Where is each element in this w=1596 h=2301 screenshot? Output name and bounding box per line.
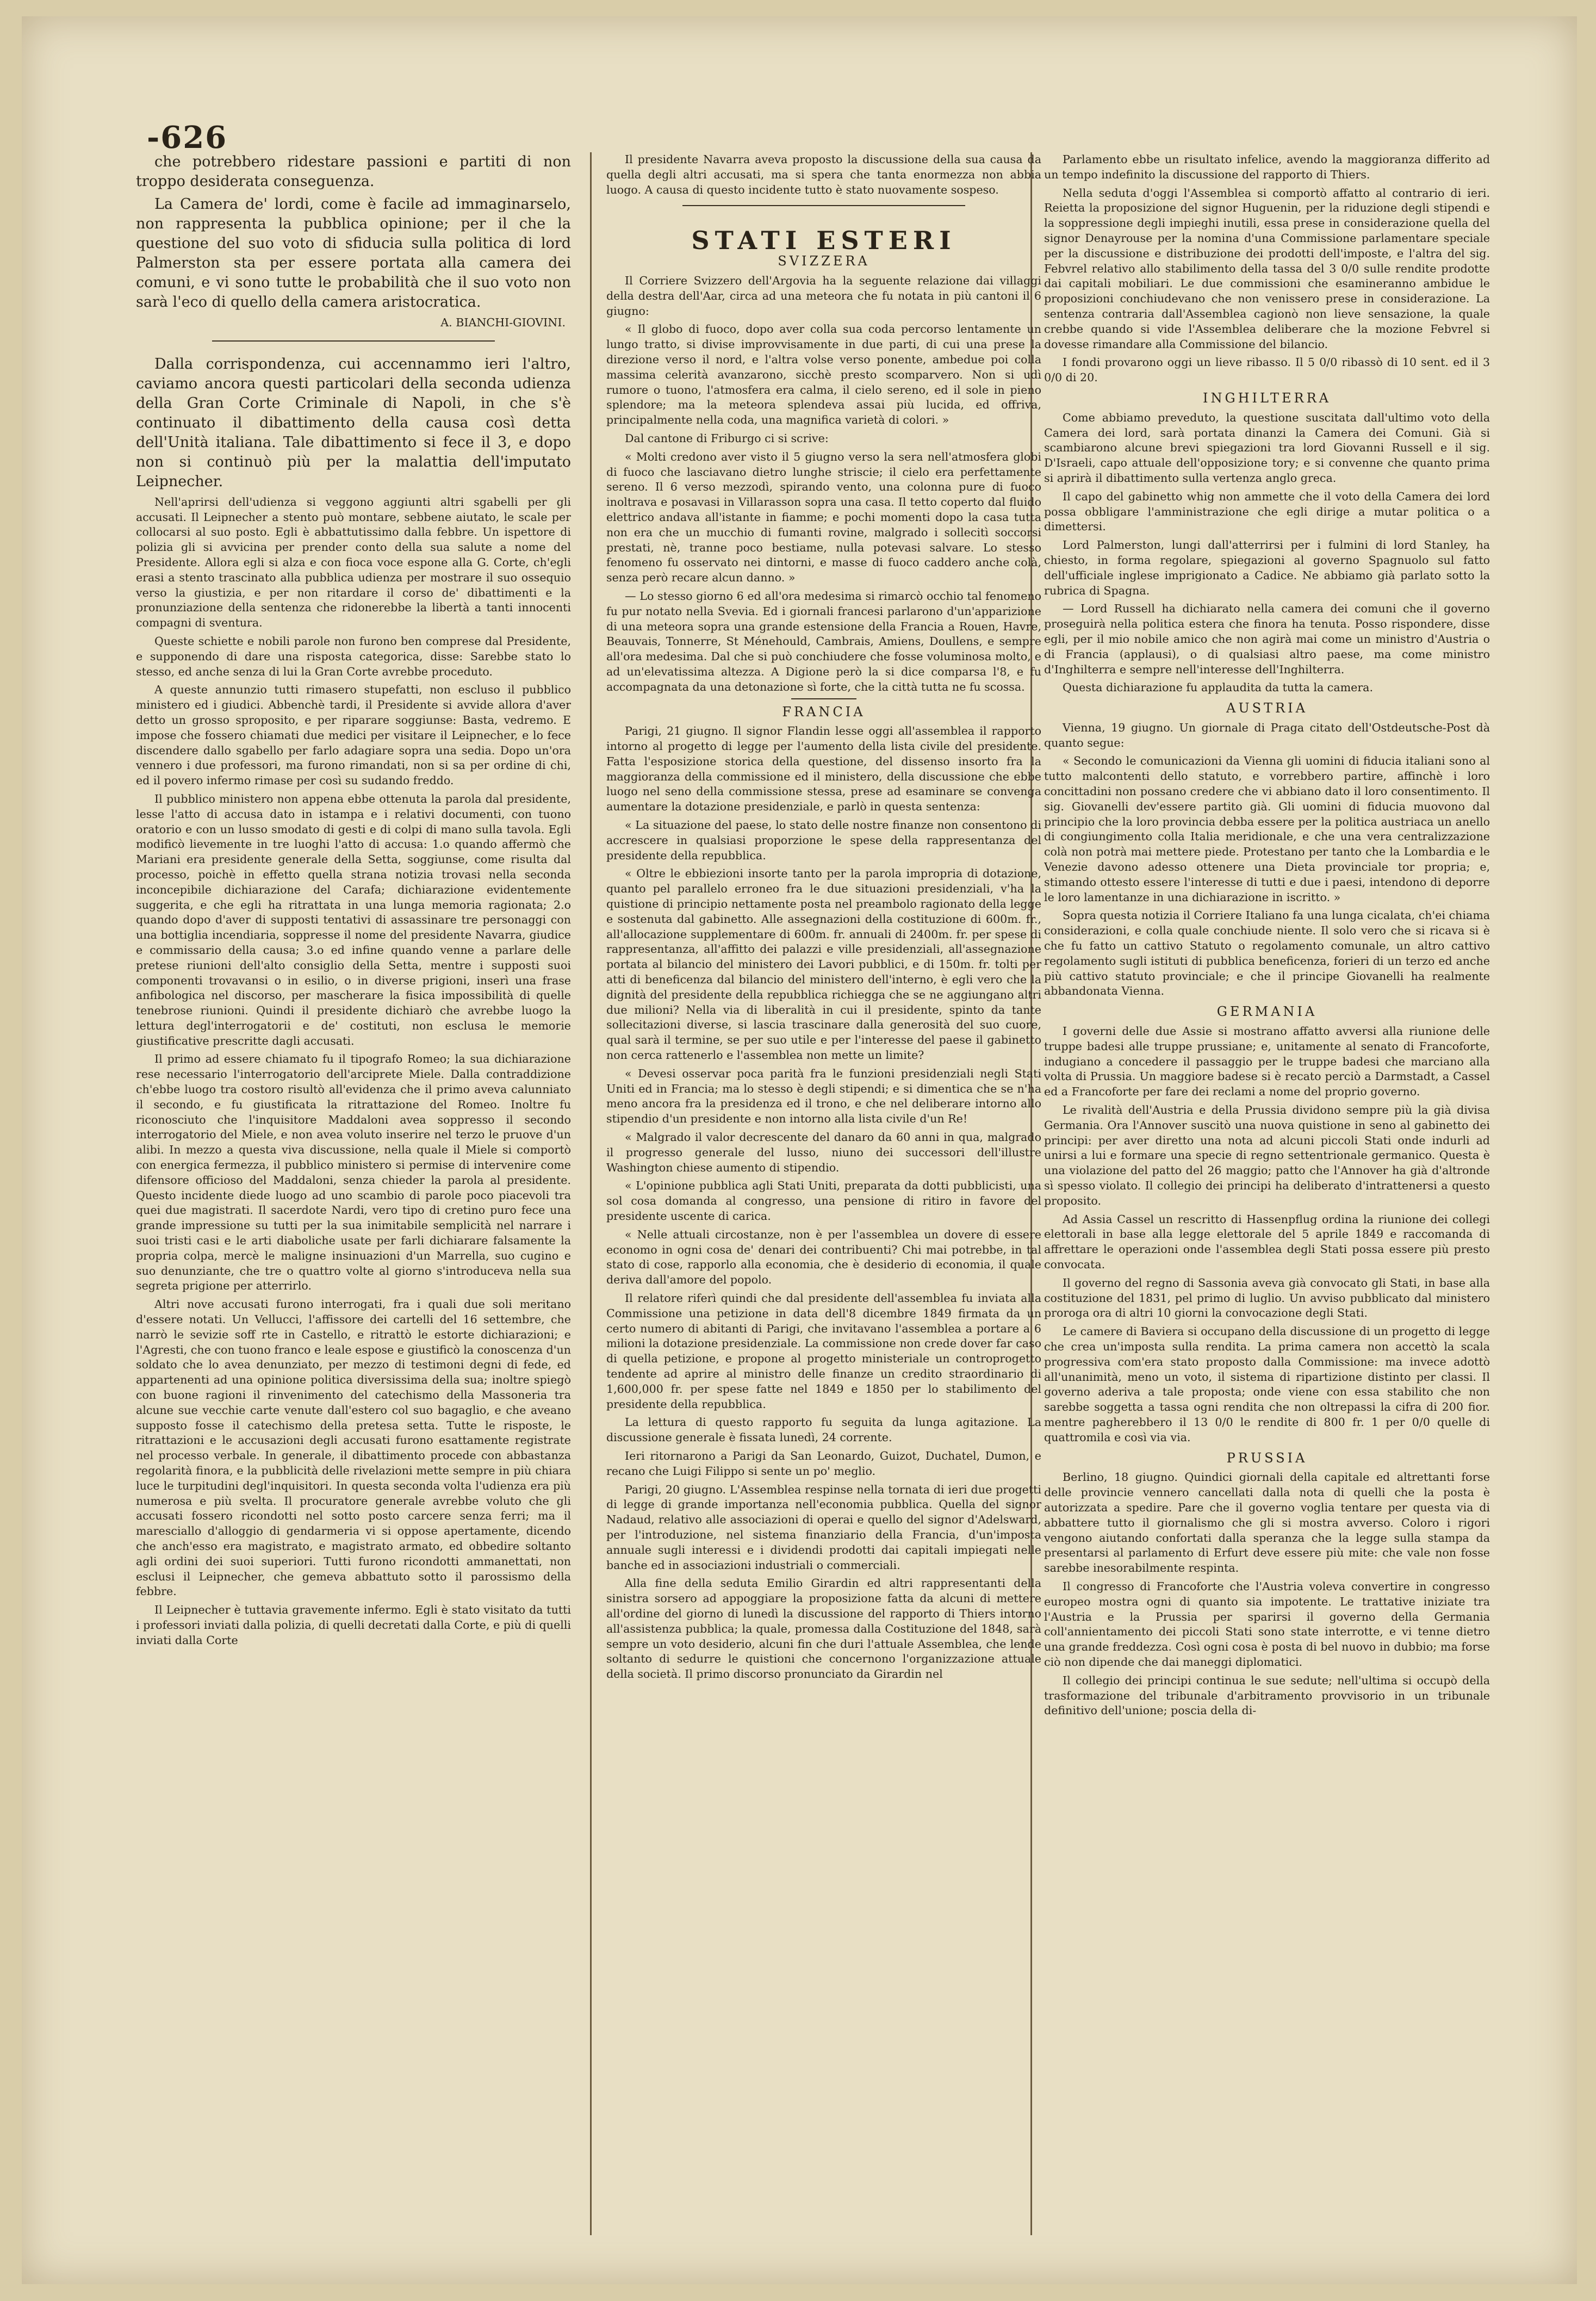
paragraph: Sopra questa notizia il Corriere Italiano fa una lunga cicalata, ch'ei chiama considerazioni, e colla quale conchiude niente. Il solo vero che si ricava si è che fu fatto un cattivo Statuto o regolamento comunale, un altro cattivo regolamento sugli istituti di pubblica beneficenza, forieri di un terzo ed anche più cattivo statuto provinciale; e che il principe Giovanelli ha realmente abbandonata Vienna. <box>1044 909 1490 998</box>
paragraph: Le rivalità dell'Austria e della Prussia dividono sempre più la già divisa Germania. Ora l'Annover suscitò una nuova quistione in seno al gabinetto dei principi: per aver diretto una nota ad alcuni piccoli Stati onde indurli ad unirsi a lui e formare una specie di regno settentrionale germanico. Questa è una violazione del patto del 26 maggio; patto che l'Annover ha già d'altronde sì spesso violato. Il collegio dei principi ha deliberato d'intrattenersi a questo proposito. <box>1044 1103 1490 1207</box>
paragraph: Il relatore riferì quindi che dal presidente dell'assemblea fu inviata alla Commissione una petizione in data dell'8 dicembre 1849 firmata da un certo numero di abitanti di Parigi, che invitavano l'assemblea a portare a 6 milioni la dotazione presidenziale. La commissione non crede dover far caso di quella petizione, e propone al progetto ministeriale un controprogetto tendente ad aprire al ministro delle finanze un credito straordinario di 1,600,000 fr. per spese fatte nel 1849 e 1850 per lo stabilimento del presidente della repubblica. <box>606 1291 1041 1411</box>
paragraph: Ad Assia Cassel un rescritto di Hassenpflug ordina la riunione dei collegi elettorali in base alla legge elettorale del 5 aprile 1849 e raccomanda di affrettare le operazioni onde l'assemblea degli Stati possa essere più presto convocata. <box>1044 1212 1490 1271</box>
paragraph: « Malgrado il valor decrescente del danaro da 60 anni in qua, malgrado il progresso generale del lusso, niuno dei successori dell'illustre Washington chiese aumento di stipendio. <box>606 1131 1041 1174</box>
paragraph: Alla fine della seduta Emilio Girardin ed altri rappresentanti della sinistra sorsero ad appoggiare la proposizione fatta da alcuni di mettere all'ordine del giorno di lunedì la discussione del rapporto di Thiers intorno all'assistenza pubblica; la quale, promessa dalla Costituzione del 1848, sarà sempre un voto desiderio, alcuni fin che duri l'attuale Assemblea, che lende soltanto di sedurre le quistioni che concernono l'organizzazione attuale della società. Il primo discorso pronunciato da Girardin nel <box>606 1577 1041 1681</box>
paragraph: Lord Palmerston, lungi dall'atterrirsi per i fulmini di lord Stanley, ha chiesto, in forma regolare, spiegazioni al governo Spagnuolo sul fatto dell'ufficiale inglese imprigionato a Cadice. Ne abbiamo già parlato sotto la rubrica di Spagna. <box>1044 538 1490 597</box>
paragraph: Questa dichiarazione fu applaudita da tutta la camera. <box>1063 681 1373 694</box>
newspaper-page <box>22 16 1577 2284</box>
paragraph: « Il globo di fuoco, dopo aver colla sua coda percorso lentamente un lungo tratto, si divise improvvisamente in due parti, di cui una prese la direzione verso il nord, e l'altra volse verso ponente, ambedue poi colla massima celerità avanzarono, sicchè presto scomparvero. Non si udì rumore o tuono, l'atmosfera era calma, il cielo sereno, ed il sole in pieno splendore; ma la meteora splendeva assai più lucida, ed offriva, principalmente nella coda, una magnifica varietà di colori. » <box>606 322 1041 427</box>
paragraph: Altri nove accusati furono interrogati, fra i quali due soli meritano d'essere notati. Un Vellucci, l'affissore dei cartelli del 16 settembre, che narrò le sevizie soff rte in Castello, e ritrattò le estorte dichiarazioni; e l'Agresti, che con tuono franco e leale espose e giustificò la conoscenza d'un soldato che lo avea denunziato, per mezzo di testimoni degni di fede, ed appartenenti ad una opinione politica diversissima della sua; inoltre spiegò con buone ragioni il rinvenimento del catechismo della Massoneria tra alcune sue vecchie carte venute dall'estero col suo bagaglio, e che aveano supposto fosse il catechismo della pretesa setta. Tutte le risposte, le ritrattazioni e le accusazioni degli accusati furono esattamente registrate nel processo verbale. In generale, il dibattimento procede con abbastanza regolarità finora, e la pubblicità delle rivelazioni mette sempre in più chiara luce le turpitudini degl'inquisitori. In questa seconda volta l'udienza era più numerosa e più svelta. Il procuratore generale avrebbe voluto che gli accusati fossero ricondotti nel sotto posto carcere senza ferri; ma il maresciallo d'alloggio di gendarmeria vi si oppose apertamente, dicendo che anch'esso era magistrato, e magistrato armato, ed obbedire soltanto agli ordini dei suoi superiori. Tutti furono ricondotti ammanettati, non esclusi il Leipnecher, che gemeva abbattuto sotto il parossismo della febbre. <box>136 1298 571 1598</box>
column-rule <box>590 152 592 2235</box>
paragraph: « Oltre le ebbiezioni insorte tanto per la parola impropria di dotazione, quanto pel parallelo erroneo fra le due situazioni presidenziali, v'ha la quistione di principio nettamente posta nel preambolo ragionato della legge e sostenuta dal gabinetto. Alle assegnazioni della costituzione di 600m. fr., all'allocazione supplementare di 600m. fr. annuali di 2400m. fr. per spese di rappresentanza, all'affitto dei palazzi e ville presidenziali, all'assegnazione portata al bilancio del ministero dei Lavori pubblici, e di 150m. fr. tolti per atti di beneficenza dal bilancio del ministero dell'interno, è egli vero che la dignità del presidente della repubblica richiegga che se ne aggiungano altri due milioni? Nella via di liberalità in cui il presidente, spinto da tante sollecitazioni diverse, si lascia trascinare dalla generosità del suo cuore, qual sarà il termine, se per suo utile e per l'interesse del paese il gabinetto non cerca rattenerlo e l'assemblea non mette un limite? <box>606 867 1041 1062</box>
separator <box>791 698 856 699</box>
country-heading: PRUSSIA <box>1226 1450 1308 1466</box>
country-heading: GERMANIA <box>1216 1004 1318 1020</box>
country-heading: SVIZZERA <box>778 253 870 269</box>
paragraph: La Camera de' lordi, come è facile ad immaginarselo, non rappresenta la pubblica opinione; per il che la questione del suo voto di sfiducia sulla politica di lord Palmerston sta per essere portata alla camera dei comuni, e vi sono tutte le probabilità che il suo voto non sarà l'eco di quello della camera aristocratica. <box>136 196 571 311</box>
paragraph: I governi delle due Assie si mostrano affatto avversi alla riunione delle truppe badesi alle truppe prussiane; e, unitamente al senato di Francoforte, indugiano a concedere il passaggio per le truppe badesi che marciano alla volta di Prussia. Un maggiore badese si è recato perciò a Darmstadt, a Cassel ed a Francoforte per fare dei reclami a nome del proprio governo. <box>1044 1025 1490 1099</box>
paragraph: « Secondo le comunicazioni da Vienna gli uomini di fiducia italiani sono al tutto malcontenti dello statuto, e vorrebbero partire, affinchè i loro concittadini non possano credere che vi abbiano dato il loro consentimento. Il sig. Giovanelli dev'essere partito già. Gli uomini di fiducia muovono dal principio che la loro provincia debba essere per la politica austriaca un anello di congiungimento colla Italia meridionale, e che una vera centralizzazione colà non potrà mai mettere piede. Protestano per tanto che la Lombardia e le Venezie davono adesso ottenere una Dieta provinciale tor propria; e, stimando ottesto essere l'interesse di tutti e due i paesi, intendono di deporre le loro lamentanze in una dichiarazione in iscritto. » <box>1044 754 1490 904</box>
paragraph: Parigi, 20 giugno. L'Assemblea respinse nella tornata di ieri due progetti di legge di grande importanza nell'economia pubblica. Quella del signor Nadaud, relativo alle associazioni di operai e quello del signor d'Adelsward, per l'introduzione, nel sistema finanziario della Francia, d'un'imposta annuale sugli interessi e i dividendi prodotti dai capitali impiegati nelle banche ed in associazioni industriali o commerciali. <box>606 1483 1041 1572</box>
country-heading: FRANCIA <box>782 704 866 720</box>
paragraph: Queste schiette e nobili parole non furono ben comprese dal Presidente, e supponendo di dare una risposta categorica, disse: Sarebbe stato lo stesso, ed anche senza di lui la Gran Corte avrebbe proceduto. <box>136 634 571 678</box>
country-heading: INGHILTERRA <box>1202 390 1332 406</box>
separator <box>682 205 965 206</box>
paragraph: che potrebbero ridestare passioni e partiti di non troppo desiderata conseguenza. <box>136 153 571 190</box>
paragraph: « Devesi osservar poca parità fra le funzioni presidenziali negli Stati Uniti ed in Francia; ma lo stesso è degli stipendi; e si dimentica che se n'ha meno ancora fra la presidenza ed il trono, e che nel deliberare intorno allo stipendio d'un presidente e non intorno alla lista civile d'un Re! <box>606 1066 1041 1126</box>
paragraph: Ieri ritornarono a Parigi da San Leonardo, Guizot, Duchatel, Dumon, e recano che Luigi Filippo si sente un po' meglio. <box>606 1449 1041 1478</box>
country-heading: AUSTRIA <box>1226 700 1308 716</box>
paragraph: Il primo ad essere chiamato fu il tipografo Romeo; la sua dichiarazione rese necessario l'interrogatorio dell'arciprete Miele. Dalla contraddizione ch'ebbe luogo tra costoro risultò all'evidenza che il primo aveva calunniato il secondo, e fu giustificata la ritrattazione del Romeo. Inoltre fu riconosciuto che l'inquisitore Maddaloni avea soppresso il secondo interrogatorio del Miele, e non avea voluto inserire nel terzo le pruove d'un alibi. In mezzo a questa viva discussione, nella quale il Miele si comportò con energica fermezza, il pubblico ministero si permise di intervenire come difensore officioso del Maddaloni, senza chieder la parola al presidente. Questo incidente diede luogo ad uno scambio di parole poco piacevoli tra quei due magistrati. Il sacerdote Nardi, vero tipo di cretino puro fece una grande impressione su tutti per la sua inimitabile semplicità nel narrare i suoi tristi casi e le arti diaboliche usate per farli dichiarare falsamente la propria colpa, mercè le maligne insinuazioni d'un Marrella, suo cugino e suo denunziante, che tre o quattro volte al giorno s'introduceva nella sua segreta prigione per atterrirlo. <box>136 1052 571 1293</box>
paragraph: « L'opinione pubblica agli Stati Uniti, preparata da dotti pubblicisti, una sol cosa domanda al congresso, una pensione di ritiro in favore del presidente uscente di carica. <box>606 1179 1041 1223</box>
paragraph: Berlino, 18 giugno. Quindici giornali della capitale ed altrettanti forse delle provincie vennero cancellati dalla nota di quelli che la posta è autorizzata a spedire. Pare che il governo voglia tentare per questa via di abbattere tutto il giornalismo che gli si mostra avverso. Coloro i rigori vengono aiutando confortati dalla speranza che la legge sulla stampa da presentarsi al parlamento di Erfurt deve essere più mite: che vale non fosse sarebbe inesorabilmente respinta. <box>1044 1471 1490 1575</box>
paragraph: Il pubblico ministero non appena ebbe ottenuta la parola dal presidente, lesse l'atto di accusa dato in istampa e i relativi documenti, con tuono oratorio e con un lusso smodato di gesti e di colpi di mano sulla tavola. Egli modificò lievemente in tre luoghi l'atto di accusa: 1.o quando affermò che Mariani era presidente generale della Setta, soggiunse, come risulta dal processo, poichè in effetto quella strana notizia trovasi nella seconda inconcepibile dichiarazione del Carafa; dichiarazione evidentemente suggerita, e che egli ha ritrattata in una lunga memoria ragionata; 2.o quando dopo d'aver di supposti tentativi di assassinare tre personaggi con una bottiglia incendiaria, soppresse il nome del presidente Navarra, giudice e commissario della causa; 3.o ed infine quando venne a parlare delle pretese riunioni dell'alto consiglio della Setta, mentre i supposti suoi componenti trovavansi o in esilio, o in diverse prigioni, inserì una frase anfibologica nel discorso, per mascherare la fisica impossibilità di quelle tenebrose riunioni. Quindi il presidente dichiarò che avrebbe luogo la lettura degl'interrogatorii e de' costituti, non esclusa le memorie giustificative prescritte dagli accusati. <box>136 792 571 1047</box>
column-3 <box>1044 152 1490 2235</box>
paragraph: Il presidente Navarra aveva proposto la discussione della sua causa da quella degli altri accusati, ma si spera che tanta enormezza non abbia luogo. A causa di questo incidente tutto è stato nuovamente sospeso. <box>606 153 1041 196</box>
paragraph: « Nelle attuali circostanze, non è per l'assemblea un dovere di essere economo in ogni cosa de' denari dei contribuenti? Chi mai potrebbe, in tal stato di cose, rapporlo alla economia, che è desiderio di economia, il quale deriva dall'amore del popolo. <box>606 1227 1041 1287</box>
paragraph: I fondi provarono oggi un lieve ribasso. Il 5 0/0 ribassò di 10 sent. ed il 3 0/0 di 20. <box>1044 356 1490 384</box>
paragraph: Vienna, 19 giugno. Un giornale di Praga citato dell'Ostdeutsche-Post dà quanto segue: <box>1044 721 1490 749</box>
paragraph: — Lo stesso giorno 6 ed all'ora medesima si rimarcò occhio tal fenomeno fu pur notato nella Svevia. Ed i giornali francesi parlarono d'un'apparizione di una meteora sopra una grande estensione della Francia a Rouen, Havre, Beauvais, Tonnerre, St Ménehould, Cambrais, Amiens, Doullens, e sempre all'ora medesima. Dal che si può conchiudere che fosse voluminosa molto, e ad un'elevatissima altezza. A Digione però la si dice comparsa l'8, e fu accompagnata da una detonazione sì forte, che la città tutta ne fu scossa. <box>606 589 1041 693</box>
paragraph: — Lord Russell ha dichiarato nella camera dei comuni che il governo proseguirà nella politica estera che finora ha tenuta. Posso rispondere, disse egli, per il mio nobile amico che non agirà mai come un ministro d'Austria o di Francia (applausi), o di qualsiasi altro paese, ma come ministro d'Inghilterra e sempre nell'interesse dell'Inghilterra. <box>1044 602 1490 676</box>
paragraph: Il Corriere Svizzero dell'Argovia ha la seguente relazione dai villaggi della destra dell'Aar, circa ad una meteora che fu notata in più cantoni il 6 giugno: <box>606 274 1041 318</box>
paragraph: Dal cantone di Friburgo ci si scrive: <box>625 431 829 445</box>
paragraph: Il governo del regno di Sassonia aveva già convocato gli Stati, in base alla costituzione del 1831, pel primo di luglio. Un avviso pubblicato dal ministero proroga ora di altri 10 giorni la convocazione degli Stati. <box>1044 1276 1490 1320</box>
separator <box>212 340 495 342</box>
column-1 <box>136 152 571 2235</box>
paragraph: Come abbiamo preveduto, la questione suscitata dall'ultimo voto della Camera dei lord, sarà portata dinanzi la Camera dei Comuni. Già si scambiarono alcune brevi spiegazioni tra lord Giovanni Russell e il sig. D'Israeli, capo attuale dell'opposizione tory; e si convenne che quanto prima si aprirà il dibattimento sulla vertenza anglo greca. <box>1044 411 1490 485</box>
paragraph: La lettura di questo rapporto fu seguita da lunga agitazione. La discussione generale è fissata lunedì, 24 corrente. <box>606 1416 1041 1444</box>
paragraph: Nell'aprirsi dell'udienza si veggono aggiunti altri sgabelli per gli accusati. Il Leipnecher a stento può montare, sebbene aiutato, le scale per collocarsi al suo posto. Egli è abbattutissimo dalla febbre. Un ispettore di polizia gli si avvicina per prender conto della sua salute a nome del Presidente. Allora egli si alza e con fioca voce espone alla G. Corte, ch'egli erasi a stento trascinato alla pubblica udienza per mostrare il suo ossequio verso la giustizia, e per non ritardare il corso de' dibattimenti e la pronunziazione della sentenza che ridonerebbe la libertà a tanti innocenti compagni di sventura. <box>136 495 571 630</box>
paragraph: Il Leipnecher è tuttavia gravemente infermo. Egli è stato visitato da tutti i professori inviati dalla polizia, di quelli decretati dalla Corte, e più di quelli inviati dalla Corte <box>136 1603 571 1647</box>
paragraph: Nella seduta d'oggi l'Assemblea si comportò affatto al contrario di ieri. Reietta la proposizione del signor Huguenin, per la riduzione degli stipendi e la soppressione degli impieghi inutili, essa prese in considerazione quella del signor Denayrouse per la nomina d'una Commissione parlamentare speciale per la discussione e distribuzione dei prodotti dell'imposte, e l'altra del sig. Febvrel relativo allo stabilimento della tassa del 3 0/0 sulle rendite prodotte dai capitali mobiliari. Le due commissioni che esamineranno ambidue le proposizioni conchiudevano che non venissero prese in considerazione. La sentenza contraria dall'Assemblea cagionò non lieve sensazione, la quale crebbe quando si vide l'Assemblea deliberare che la mozione Febvrel si dovesse rimandare alla Commissione del bilancio. <box>1044 186 1490 351</box>
paragraph: Il collegio dei principi continua le sue sedute; nell'ultima si occupò della trasformazione del tribunale d'arbitramento provvisorio in un tribunale definitivo dell'unione; poscia della di- <box>1044 1673 1490 1717</box>
paragraph: Dalla corrispondenza, cui accennammo ieri l'altro, caviamo ancora questi particolari della seconda udienza della Gran Corte Criminale di Napoli, in che s'è continuato il dibattimento della causa così detta dell'Unità italiana. Tale dibattimento si fece il 3, e dopo non si continuò più per la malattia dell'imputato Leipnecher. <box>136 355 571 490</box>
paragraph: Il congresso di Francoforte che l'Austria voleva convertire in congresso europeo mostra ogni di quanto sia impotente. Le trattative iniziate tra l'Austria e la Prussia per sparirsi il governo della Germania coll'annientamento dei piccoli Stati sono state interrotte, e vi tenne dietro una grande freddezza. Così ogni cosa è posta di bel nuovo in dubbio; ma forse ciò non dipende che dai maneggi diplomatici. <box>1044 1579 1490 1669</box>
paragraph: Il capo del gabinetto whig non ammette che il voto della Camera dei lord possa obbligare l'amministrazione che egli dirige a mutar politica o a dimettersi. <box>1044 489 1490 534</box>
section-title: STATI ESTERI <box>691 226 957 256</box>
column-2 <box>606 152 1041 2235</box>
author-signature: A. BIANCHI-GIOVINI. <box>440 316 566 329</box>
page-number: -626 <box>147 120 228 156</box>
paragraph: Le camere di Baviera si occupano della discussione di un progetto di legge che crea un'imposta sulla rendita. La prima camera non accettò la scala progressiva com'era stato proposto dalla Commissione: ma invece adottò all'unanimità, meno un voto, il sistema di ripartizione distinto per classi. Il governo aderiva a tale proposta; onde viene con essa stabilito che non sarebbe soggetta a tassa ogni rendita che non oltrepassi la cifra di 200 fior. mentre pagherebbero il 13 0/0 le rendite di 800 fr. 1 per 0/0 quelle di quattromila e così via via. <box>1044 1325 1490 1444</box>
paragraph: Parigi, 21 giugno. Il signor Flandin lesse oggi all'assemblea il rapporto intorno al progetto di legge per l'aumento della lista civile del presidente. Fatta l'esposizione storica della questione, del dissenso insorto fra la maggioranza della commissione ed il ministero, della discussione che ebbe luogo nel seno della commissione stessa, prese ad esaminare se convenga aumentare la dotazione presidenziale, e parlò in questa sentenza: <box>606 724 1041 814</box>
paragraph: « La situazione del paese, lo stato delle nostre finanze non consentono di accrescere in qualsiasi proporzione le spese della rappresentanza del presidente della repubblica. <box>606 818 1041 862</box>
paragraph: Parlamento ebbe un risultato infelice, avendo la maggioranza differito ad un tempo indefinito la discussione del rapporto di Thiers. <box>1044 153 1490 181</box>
paragraph: « Molti credono aver visto il 5 giugno verso la sera nell'atmosfera globi di fuoco che lasciavano dietro lunghe striscie; il cielo era perfettamente sereno. Il 6 verso mezzodì, spirando vento, una colonna pure di fuoco inoltrava e posavasi in Villarasson sopra una casa. Il tetto coperto dal fluido elettrico andava all'istante in fiamme; e pochi momenti dopo la casa tutta non era che un mucchio di fumanti rovine, malgrado i sollecitì soccorsi prestati, nè, tranne poco bestiame, nulla potevasi salvare. Lo stesso fenomeno fu osservato nei dintorni, e masse di fuoco caddero anche colà, senza però recare alcun danno. » <box>606 450 1041 585</box>
paragraph: A queste annunzio tutti rimasero stupefatti, non escluso il pubblico ministero ed i giudici. Abbenchè tardi, il Presidente si avvide allora d'aver detto un grosso sproposito, e per riparare soggiunse: Basta, vedremo. E impose che fossero chiamati due medici per visitare il Leipnecher, e lo fece discendere dallo sgabello per farlo adagiare sopra una sedia. Dopo un'ora vennero i due professori, ma furono rimandati, non si sa per ordine di chi, ed il povero infermo rimase per così su sudando freddo. <box>136 683 571 787</box>
